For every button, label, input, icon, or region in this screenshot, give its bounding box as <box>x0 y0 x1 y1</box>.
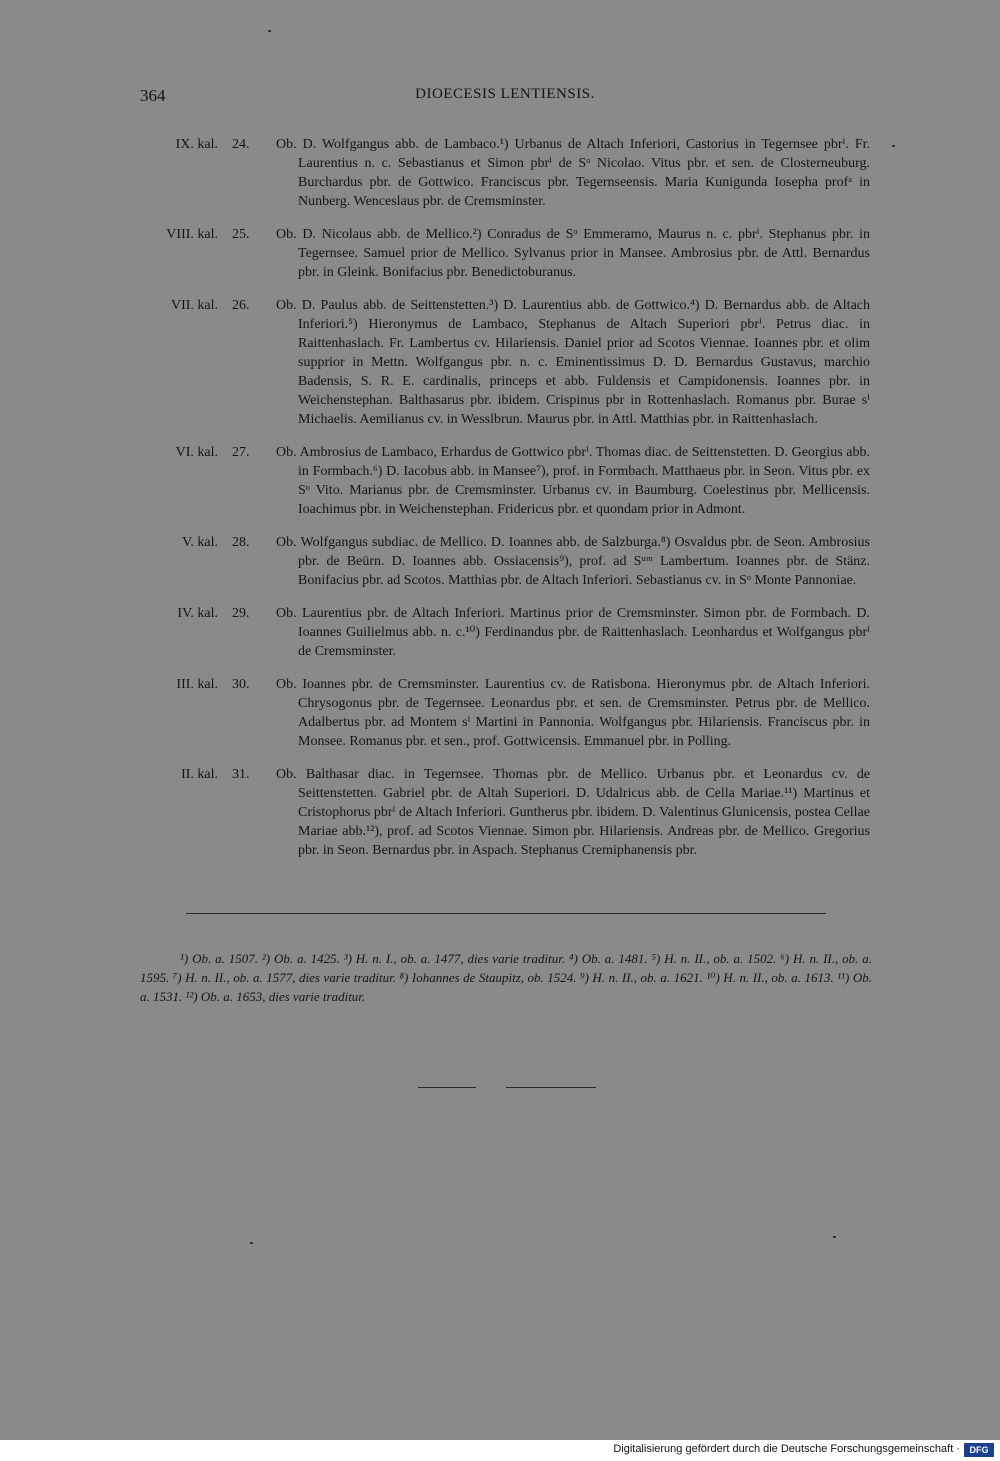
entry-day: 31. <box>232 767 250 782</box>
scan-speck <box>833 1236 836 1238</box>
entry-day: 25. <box>232 227 250 242</box>
entry-25 <box>140 225 870 282</box>
footer-credit: Digitalisierung gefördert durch die Deutsche Forschungsgemeinschaft · <box>613 1443 960 1455</box>
entry-text: Ob. D. Nicolaus abb. de Mellico.²) Conradus de Sᵒ Emmeramo, Maurus n. c. pbrⁱ. Stephanus pbr. in Tegernsee. Samuel prior de Mellico. Sylvanus prior in Mansee. Ambrosius pbr. de Attl. Bernardus pbr. in Gleink. Bonifacius pbr. Benedictoburanus. <box>276 227 870 280</box>
entry-date: VII. kal. <box>170 298 218 313</box>
entry-date: IV. kal. <box>177 606 218 621</box>
entry-date: V. kal. <box>182 535 218 550</box>
entry-text: Ob. Wolfgangus subdiac. de Mellico. D. Ioannes abb. de Salzburga.⁸) Osvaldus pbr. de Seon. Ambrosius pbr. de Beürn. D. Ioannes abb. Ossiacensis⁹), prof. ad Sᵘᵐ Lambertum. Ioannes pbr. de Stänz. Bonifacius pbr. ad Scotos. Matthias pbr. de Altach Inferiori. Sebastianus cv. in Sᵒ Monte Pannoniae. <box>276 535 870 588</box>
entry-28 <box>140 533 870 590</box>
entry-day: 24. <box>232 137 250 152</box>
entry-date: III. kal. <box>176 677 218 692</box>
entry-date: IX. kal. <box>175 137 218 152</box>
entry-text: Ob. D. Paulus abb. de Seittenstetten.³) D. Laurentius abb. de Gottwico.⁴) D. Bernardus abb. de Altach Inferiori.⁵) Hieronymus de Lambaco, Stephanus de Altach Superiori pbrⁱ. Petrus diac. in Raittenhaslach. Fr. Lambertus cv. Hilariensis. Daniel prior ad Scotos Viennae. Ioannes pbr. et olim supprior in Mettn. Wolfgangus pbr. n. c. Eminentissimus D. D. Bernardus Gustavus, marchio Badensis, S. R. E. cardinalis, princeps et abb. Fuldensis et Campidonensis. Ioannes pbr. in Weichenstephan. Balthasarus pbr. ibidem. Crispinus pbr in Rottenhaslach. Romanus pbr. Burae sⁱ Michaelis. Aemilianus cv. in Wesslbrun. Maurus pbr. in Attl. Matthias pbr. in Raittenhaslach. <box>276 298 870 427</box>
entry-text: Ob. Ambrosius de Lambaco, Erhardus de Gottwico pbrⁱ. Thomas diac. de Seittenstetten. D. Georgius abb. in Formbach.⁶) D. Iacobus abb. in Mansee⁷), prof. in Formbach. Matthaeus pbr. in Seon. Vitus pbr. ex Sᵒ Vito. Marianus pbr. de Cremsminster. Urbanus cv. in Baumburg. Coelestinus pbr. Mellicensis. Ioachimus pbr. in Weichenstephan. Fridericus pbr. et quondam prior in Admont. <box>276 445 870 517</box>
page-header <box>140 86 870 108</box>
scan-speck <box>268 30 271 32</box>
entry-26 <box>140 296 870 429</box>
entry-day: 30. <box>232 677 250 692</box>
scan-speck <box>250 1242 253 1244</box>
entry-day: 29. <box>232 606 250 621</box>
scan-speck <box>892 145 895 147</box>
entry-date: II. kal. <box>181 767 218 782</box>
footnote-rule <box>186 913 826 914</box>
entry-27 <box>140 443 870 519</box>
calendar-entries <box>140 121 870 874</box>
end-rule-left <box>418 1087 476 1088</box>
entry-day: 26. <box>232 298 250 313</box>
dfg-logo-icon: DFG <box>964 1443 994 1457</box>
entry-30 <box>140 675 870 751</box>
entry-date: VI. kal. <box>175 445 218 460</box>
entry-day: 28. <box>232 535 250 550</box>
end-rule-right <box>506 1087 596 1088</box>
running-title: DIOECESIS LENTIENSIS. <box>415 86 595 102</box>
entry-29 <box>140 604 870 661</box>
entry-text: Ob. Balthasar diac. in Tegernsee. Thomas pbr. de Mellico. Urbanus pbr. et Leonardus cv. de Seittenstetten. Gabriel pbr. de Altah Superiori. D. Udalricus abb. de Cella Mariae.¹¹) Martinus et Cristophorus pbrⁱ de Altach Inferiori. Guntherus pbr. ibidem. D. Valentinus Glunicensis, postea Cellae Mariae abb.¹²), prof. ad Scotos Viennae. Simon pbr. Hilariensis. Andreas pbr. de Mellico. Gregorius pbr. in Seon. Bernardus pbr. in Aspach. Stephanus Cremiphanensis pbr. <box>276 767 870 858</box>
entry-24 <box>140 135 870 211</box>
entry-date: VIII. kal. <box>166 227 218 242</box>
footnotes: ¹) Ob. a. 1507. ²) Ob. a. 1425. ³) H. n. I., ob. a. 1477, dies varie traditur. ⁴) Ob. a. 1481. ⁵) H. n. II., ob. a. 1502. ⁶) H. n. II., ob. a. 1595. ⁷) H. n. II., ob. a. 1577, dies varie traditur. ⁸) Iohannes de Staupitz, ob. 1524. ⁹) H. n. II., ob. a. 1621. ¹⁰) H. n. II., ob. a. 1613. ¹¹) Ob. a. 1531. ¹²) Ob. a. 1653, dies varie traditur. <box>140 951 872 1004</box>
entry-text: Ob. Laurentius pbr. de Altach Inferiori. Martinus prior de Cremsminster. Simon pbr. de Formbach. D. Ioannes Guilielmus abb. n. c.¹⁰) Ferdinandus pbr. de Raittenhaslach. Leonhardus et Wolfgangus pbrⁱ de Cremsminster. <box>276 606 870 659</box>
entry-31 <box>140 765 870 860</box>
entry-text: Ob. Ioannes pbr. de Cremsminster. Laurentius cv. de Ratisbona. Hieronymus pbr. de Altach Inferiori. Chrysogonus pbr. de Tegernsee. Leonardus pbr. et sen. de Cremsminster. Petrus pbr. de Mellico. Adalbertus pbr. ad Montem sⁱ Martini in Pannonia. Wolfgangus pbr. Hilariensis. Franciscus pbr. in Monsee. Romanus pbr. et sen., prof. Gottwicensis. Emmanuel pbr. in Polling. <box>276 677 870 749</box>
page-number: 364 <box>140 86 166 105</box>
entry-text: Ob. D. Wolfgangus abb. de Lambaco.¹) Urbanus de Altach Inferiori, Castorius in Tegernsee pbrⁱ. Fr. Laurentius n. c. Sebastianus et Simon pbrⁱ de Sᵒ Nicolao. Vitus pbr. et sen. de Closterneuburg. Burchardus pbr. de Gottwico. Franciscus pbr. Tegernseensis. Maria Kunigunda Iosepha profᵃ in Nunberg. Wenceslaus pbr. de Cremsminster. <box>276 137 870 209</box>
digitization-footer <box>0 1440 1000 1461</box>
entry-day: 27. <box>232 445 250 460</box>
